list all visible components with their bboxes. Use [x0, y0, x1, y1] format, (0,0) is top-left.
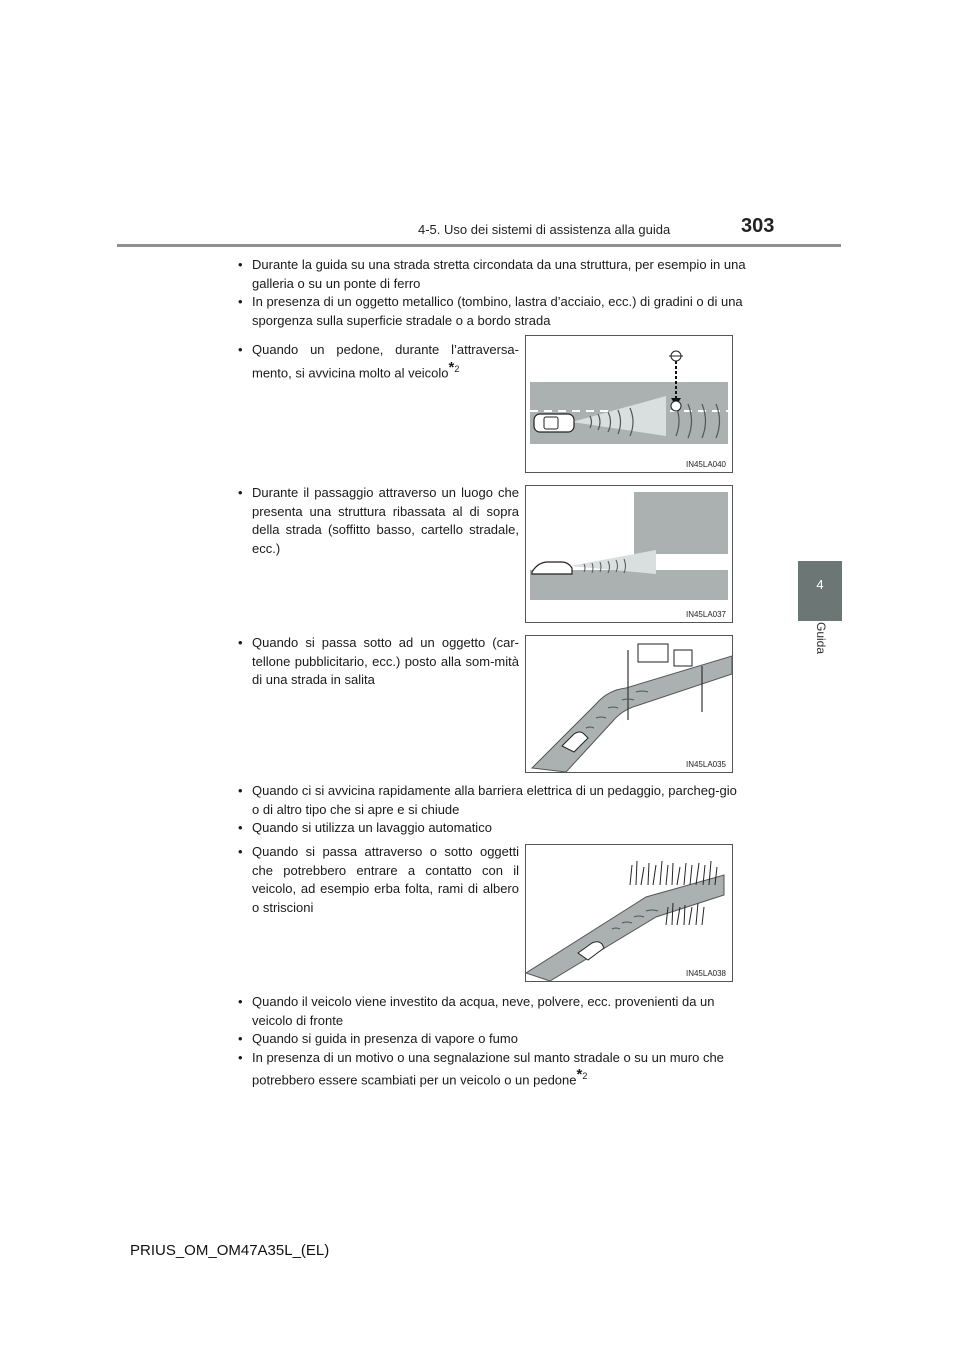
figure-vegetation [525, 844, 733, 982]
bullet-list-top [238, 256, 746, 330]
figure-code: IN45LA037 [685, 610, 726, 619]
document-code: PRIUS_OM_OM47A35L_(EL) [130, 1242, 330, 1259]
uphill-sign-illustration [526, 636, 732, 772]
vegetation-illustration [526, 845, 732, 981]
header-divider [117, 244, 841, 247]
low-structure-illustration [526, 486, 732, 622]
figure-item-text: Quando un pedone, durante l’attraversa-mento, si avvicina molto al veicolo [252, 342, 519, 380]
figure-item-vegetation: • Quando si passa attraverso o sotto oggetti che potrebbero entrare a contatto con il veicolo, ad esempio erba folta, rami di albero o striscioni [238, 843, 519, 917]
figure-item-text: Quando si passa sotto ad un oggetto (car-tellone pubblicitario, ecc.) posto alla som-mità di una strada in salita [252, 635, 519, 687]
figure-item-text: Quando si passa attraverso o sotto oggetti che potrebbero entrare a contatto con il veicolo, ad esempio erba folta, rami di albero o striscioni [252, 844, 519, 915]
list-item-text: In presenza di un motivo o una segnalazione sul manto stradale o su un muro che potrebbero essere scambiati per un veicolo o un pedone [252, 1049, 724, 1088]
figure-item-uphill-sign: • Quando si passa sotto ad un oggetto (car-tellone pubblicitario, ecc.) posto alla som-mità di una strada in salita [238, 634, 519, 690]
figure-pedestrian [525, 335, 733, 473]
list-item: • Quando si utilizza un lavaggio automatico [238, 819, 746, 838]
figure-item-text: Durante il passaggio attraverso un luogo che presenta una struttura ribassata al di sopra della strada (soffitto basso, cartello stradale, ecc.) [252, 485, 519, 556]
list-item: • Quando si guida in presenza di vapore o fumo [238, 1030, 746, 1049]
section-title: 4-5. Uso dei sistemi di assistenza alla guida [418, 222, 671, 237]
figure-uphill-sign [525, 635, 733, 773]
bullet-list-middle [238, 782, 746, 838]
list-item: • In presenza di un motivo o una segnalazione sul manto stradale o su un muro che potrebbero essere scambiati per un veicolo o un pedone*$^2$ [238, 1049, 746, 1090]
figure-item-low-structure: • Durante il passaggio attraverso un luogo che presenta una struttura ribassata al di sopra della strada (soffitto basso, cartello stradale, ecc.) [238, 484, 519, 558]
chapter-label: Guida [814, 621, 828, 655]
figure-code: IN45LA038 [685, 969, 726, 978]
list-item: • Quando ci si avvicina rapidamente alla barriera elettrica di un pedaggio, parcheg-gio o di altro tipo che si apre e si chiude [238, 782, 746, 819]
figure-low-structure [525, 485, 733, 623]
figure-code: IN45LA035 [685, 760, 726, 769]
list-item: • Durante la guida su una strada stretta circondata da una struttura, per esempio in una galleria o su un ponte di ferro [238, 256, 746, 293]
figure-item-pedestrian: • Quando un pedone, durante l’attraversa-mento, si avvicina molto al veicolo*$^2$ [238, 342, 519, 380]
list-item: • In presenza di un oggetto metallico (tombino, lastra d’acciaio, ecc.) di gradini o di una sporgenza sulla superficie stradale o a bordo strada [238, 293, 746, 330]
figure-code: IN45LA040 [685, 460, 726, 469]
pedestrian-illustration [526, 336, 732, 472]
page-number: 303 [741, 215, 775, 237]
chapter-number: 4 [816, 577, 824, 592]
bullet-list-bottom [238, 993, 746, 1090]
list-item: • Quando il veicolo viene investito da acqua, neve, polvere, ecc. provenienti da un veicolo di fronte [238, 993, 746, 1030]
footnote-ref: 2 [454, 363, 460, 374]
footnote-ref: 2 [582, 1071, 588, 1081]
